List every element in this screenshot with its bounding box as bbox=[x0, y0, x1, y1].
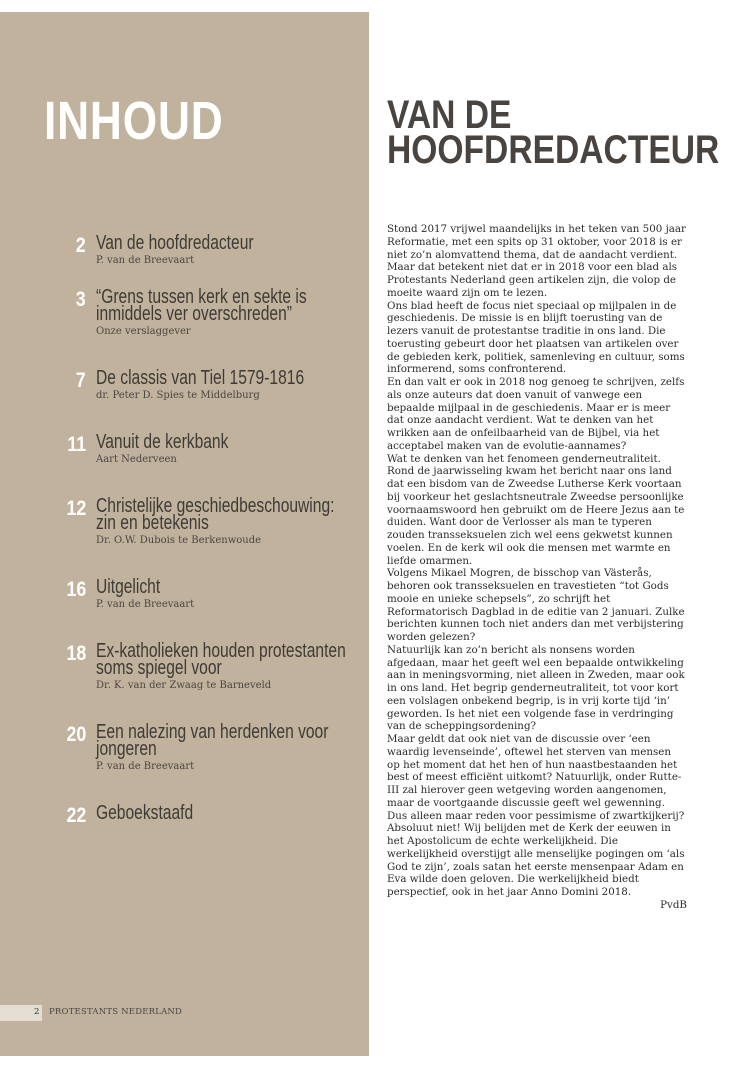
article-paragraph: Maar geldt dat ook niet van de discussie over ‘een waardig levenseinde’, oftewel het sterven van mensen op het moment dat het hen of hun naastbestaanden het best of meest efficiënt uitkomt? Natuurlijk, onder Rutte-III zal hierover geen wetgeving worden aangenomen, maar de voortgaande discussie geeft wel gewenning. bbox=[387, 733, 682, 809]
magazine-name: PROTESTANTS NEDERLAND bbox=[49, 1007, 183, 1017]
toc-page-number: 11 bbox=[67, 433, 86, 456]
toc-page-number: 20 bbox=[66, 723, 86, 746]
toc-entry-title: Geboekstaafd bbox=[96, 802, 194, 824]
toc-page-number: 22 bbox=[66, 804, 86, 827]
article-paragraph: Wat te denken van het fenomeen genderneutraliteit. Rond de jaarwisseling kwam het bericht naar ons land dat een bisdom van de Zweedse Lutherse Kerk voortaan bij voorkeur het geslachtsneutrale Zweedse persoonlijke voornaamswoord hen gebruikt om de Heere Jezus aan te duiden. Want door de Verlosser als man te typeren zouden transseksuelen zich wel eens gekwetst kunnen voelen. En de kerk wil ook die mensen met warmte en liefde omarmen. bbox=[387, 452, 685, 567]
toc-entry-title: Van de hoofdredacteur bbox=[96, 232, 254, 254]
article-signature: PvdB bbox=[660, 898, 687, 911]
toc-page-number: 7 bbox=[76, 369, 86, 392]
toc-page-number: 2 bbox=[76, 234, 86, 257]
toc-page-number: 12 bbox=[66, 497, 86, 520]
article-paragraph: En dan valt er ook in 2018 nog genoeg te schrijven, zelfs als onze auteurs dat doen vanuit of vanwege een bepaalde mijlpaal in de geschiedenis. Maar er is meer dat onze aandacht verdient. Wat te denken van het wrikken aan de onfeilbaarheid van de Bijbel, via het acceptabel maken van de evolutie-aannames? bbox=[387, 376, 685, 452]
toc-entry-author: Aart Nederveen bbox=[96, 454, 177, 465]
toc-entry-title: “Grens tussen kerk en sekte is inmiddels ver overschreden” bbox=[96, 286, 307, 325]
toc-entry-title: Ex-katholieken houden protestanten soms spiegel voor bbox=[96, 640, 346, 679]
article-heading-line1: VAN DE bbox=[387, 93, 512, 137]
article-heading-line2: HOOFDREDACTEUR bbox=[387, 128, 720, 172]
article-heading bbox=[387, 93, 720, 172]
article-body bbox=[387, 223, 687, 912]
toc-page-number: 16 bbox=[66, 578, 86, 601]
toc-entry-author: P. van de Breevaart bbox=[96, 599, 195, 610]
toc-entry-title: Vanuit de kerkbank bbox=[96, 431, 229, 453]
toc-entry-author: dr. Peter D. Spies te Middelburg bbox=[96, 390, 260, 401]
contents-panel bbox=[0, 12, 369, 1056]
article-paragraph: Ons blad heeft de focus niet speciaal op mijlpalen in de geschiedenis. De missie is en blijft toerusting van de lezers vanuit de protestantse traditie in ons land. Die toerusting gebeurt door het plaatsen van artikelen over de gebieden kerk, politiek, samenleving en cultuur, soms informerend, soms confronterend. bbox=[387, 299, 685, 376]
toc-entry-title: Een nalezing van herdenken voor jongeren bbox=[96, 721, 329, 760]
toc-entry-author: Onze verslaggever bbox=[96, 326, 191, 337]
toc-entry-title: Christelijke geschiedbeschouwing: zin en betekenis bbox=[96, 495, 335, 534]
page-number: 2 bbox=[34, 1007, 40, 1017]
article-paragraph: Dus alleen maar reden voor pessimisme of zwartkijkerij? Absoluut niet! Wij belijden met de Kerk der eeuwen in het Apostolicum de echte werkelijkheid. Die werkelijkheid overstijgt alle menselijke pogingen om ‘als God te zijn’, zoals satan het eerste mensenpaar Adam en Eva wilde doen geloven. Die werkelijkheid biedt perspectief, ook in het jaar Anno Domini 2018. bbox=[387, 809, 685, 898]
contents-title: INHOUD bbox=[44, 91, 224, 151]
toc-page-number: 3 bbox=[76, 288, 86, 311]
toc-entry-title: Uitgelicht bbox=[96, 576, 161, 598]
toc-entry-author: Dr. O.W. Dubois te Berkenwoude bbox=[96, 535, 262, 546]
toc-entry-author: P. van de Breevaart bbox=[96, 761, 195, 772]
article-paragraph: Natuurlijk kan zo’n bericht als nonsens worden afgedaan, maar het geeft wel een bepaalde ontwikkeling aan in meningsvorming, niet alleen in Zweden, maar ook in ons land. Het begrip genderneutraliteit, tot voor kort een volslagen onbekend begrip, is in vrij korte tijd ‘in’ geworden. Is het niet een volgende fase in verdringing van de scheppingsordening? bbox=[387, 643, 685, 733]
article-paragraph: Stond 2017 vrijwel maandelijks in het teken van 500 jaar Reformatie, met een spits op 31 oktober, voor 2018 is er niet zo’n alomvattend thema, dat de aandacht verdient. Maar dat betekent niet dat er in 2018 voor een blad als Protestants Nederland geen artikelen zijn, die volop de moeite waard zijn om te lezen. bbox=[387, 223, 686, 299]
toc-entry-title: De classis van Tiel 1579-1816 bbox=[96, 367, 305, 389]
toc-entry-author: P. van de Breevaart bbox=[96, 255, 195, 266]
article-paragraph: Volgens Mikael Mogren, de bisschop van Västerås, behoren ook transseksuelen en travestieten “tot Gods mooie en unieke schepsels”, zo schrijft het Reformatorisch Dagblad in de editie van 2 januari. Zulke berichten kunnen toch niet anders dan met verbijstering worden gelezen? bbox=[387, 567, 685, 643]
toc-entry-author: Dr. K. van der Zwaag te Barneveld bbox=[96, 680, 272, 691]
toc-page-number: 18 bbox=[66, 642, 86, 665]
